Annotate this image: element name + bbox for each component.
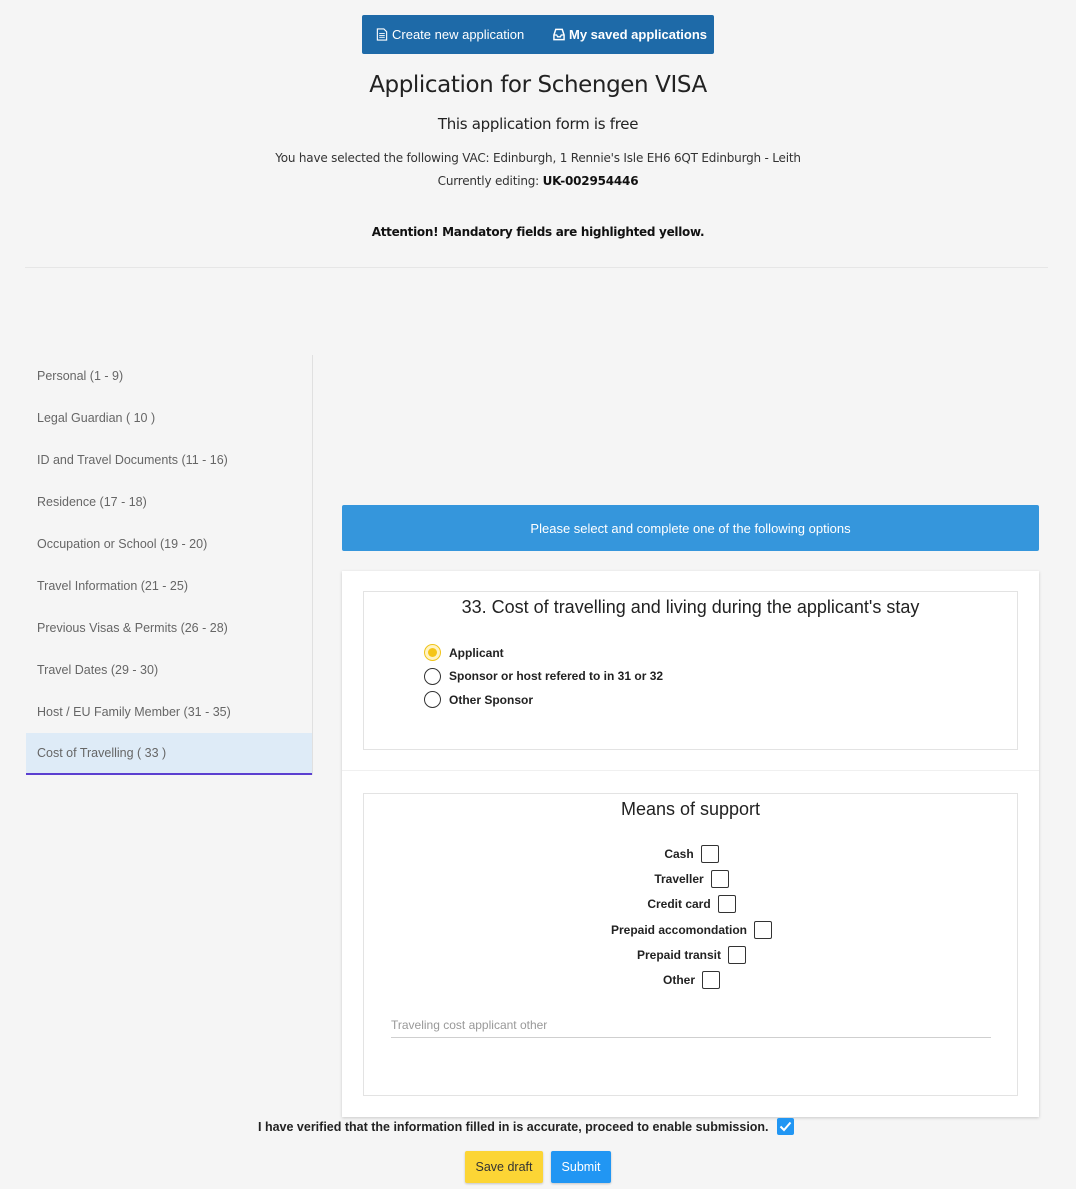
sidebar-item-cost-of-travelling[interactable]: Cost of Travelling ( 33 ) — [26, 733, 312, 775]
section-sidebar — [26, 355, 313, 775]
radio-label: Applicant — [449, 645, 504, 660]
checkbox-label: Credit card — [647, 897, 711, 912]
cost-section-title: 33. Cost of travelling and living during the applicant's stay — [461, 597, 920, 617]
radio-option-other-sponsor[interactable] — [424, 688, 663, 712]
card-divider — [342, 770, 1039, 771]
checkbox-label: Cash — [664, 846, 694, 861]
radio-button[interactable] — [424, 691, 441, 708]
create-application-button[interactable] — [376, 15, 524, 54]
saved-applications-button[interactable] — [553, 15, 707, 54]
sidebar-item-occupation[interactable]: Occupation or School (19 - 20) — [37, 537, 208, 551]
editing-label: Currently editing: — [437, 174, 539, 188]
vac-selection-text: You have selected the following VAC: Edinburgh, 1 Rennie's Isle EH6 6QT Edinburgh - Leith — [275, 151, 801, 165]
save-draft-button[interactable]: Save draft — [465, 1151, 543, 1183]
verification-row — [258, 1118, 794, 1135]
radio-label: Other Sponsor — [449, 692, 534, 707]
page-subtitle: This application form is free — [437, 115, 639, 133]
checkbox-option-traveller — [364, 866, 1019, 891]
sidebar-item-travel-dates[interactable]: Travel Dates (29 - 30) — [37, 663, 159, 677]
checkbox-label: Other — [662, 973, 695, 988]
radio-label: Sponsor or host refered to in 31 or 32 — [449, 669, 664, 684]
sidebar-item-personal[interactable]: Personal (1 - 9) — [37, 369, 124, 383]
checkbox-option-other — [364, 967, 1019, 992]
verification-text: I have verified that the information filled in is accurate, proceed to enable submission. — [258, 1119, 769, 1134]
sidebar-item-id-documents[interactable]: ID and Travel Documents (11 - 16) — [37, 453, 228, 467]
checkbox[interactable] — [754, 921, 772, 939]
sidebar-item-travel-information[interactable]: Travel Information (21 - 25) — [37, 579, 188, 593]
checkbox[interactable] — [718, 895, 736, 913]
checkbox-option-cash — [364, 841, 1019, 866]
support-checkbox-group — [364, 841, 1019, 993]
sidebar-item-host[interactable]: Host / EU Family Member (31 - 35) — [37, 705, 231, 719]
checkbox[interactable] — [702, 971, 720, 989]
page-title: Application for Schengen VISA — [369, 72, 707, 98]
checkbox-option-prepaid-transit — [364, 942, 1019, 967]
checkbox-label: Prepaid accomondation — [610, 922, 748, 937]
checkbox[interactable] — [701, 845, 719, 863]
divider — [25, 267, 1048, 268]
document-icon — [376, 28, 388, 41]
application-id: UK-002954446 — [542, 174, 639, 188]
top-toolbar — [362, 15, 714, 54]
checkbox-label: Prepaid transit — [636, 947, 722, 962]
cost-section — [363, 591, 1018, 750]
inbox-icon — [553, 28, 565, 41]
cost-radio-group — [424, 641, 663, 712]
checkmark-icon — [779, 1121, 792, 1132]
radio-button[interactable] — [424, 668, 441, 685]
radio-option-sponsor-host[interactable] — [424, 665, 663, 689]
currently-editing — [0, 174, 1076, 188]
form-card — [342, 571, 1039, 1117]
sidebar-item-previous-visas[interactable]: Previous Visas & Permits (26 - 28) — [37, 621, 228, 635]
checkbox-option-credit-card — [364, 892, 1019, 917]
sidebar-item-residence[interactable]: Residence (17 - 18) — [37, 495, 147, 509]
submit-button[interactable]: Submit — [551, 1151, 611, 1183]
verification-checkbox[interactable] — [777, 1118, 794, 1135]
support-section-title: Means of support — [620, 799, 761, 819]
create-application-label: Create new application — [392, 27, 525, 42]
sidebar-item-legal-guardian[interactable]: Legal Guardian ( 10 ) — [37, 411, 156, 425]
checkbox-label: Traveller — [654, 871, 704, 886]
checkbox-option-prepaid-accommodation — [364, 917, 1019, 942]
traveling-cost-other-input[interactable] — [391, 1012, 991, 1038]
mandatory-notice: Attention! Mandatory fields are highlighted yellow. — [371, 225, 705, 239]
radio-option-applicant[interactable] — [424, 641, 663, 665]
checkbox[interactable] — [728, 946, 746, 964]
support-section — [363, 793, 1018, 1096]
checkbox[interactable] — [711, 870, 729, 888]
options-banner: Please select and complete one of the following options — [342, 505, 1039, 551]
saved-applications-label: My saved applications — [569, 27, 707, 42]
radio-button-selected[interactable] — [424, 644, 441, 661]
